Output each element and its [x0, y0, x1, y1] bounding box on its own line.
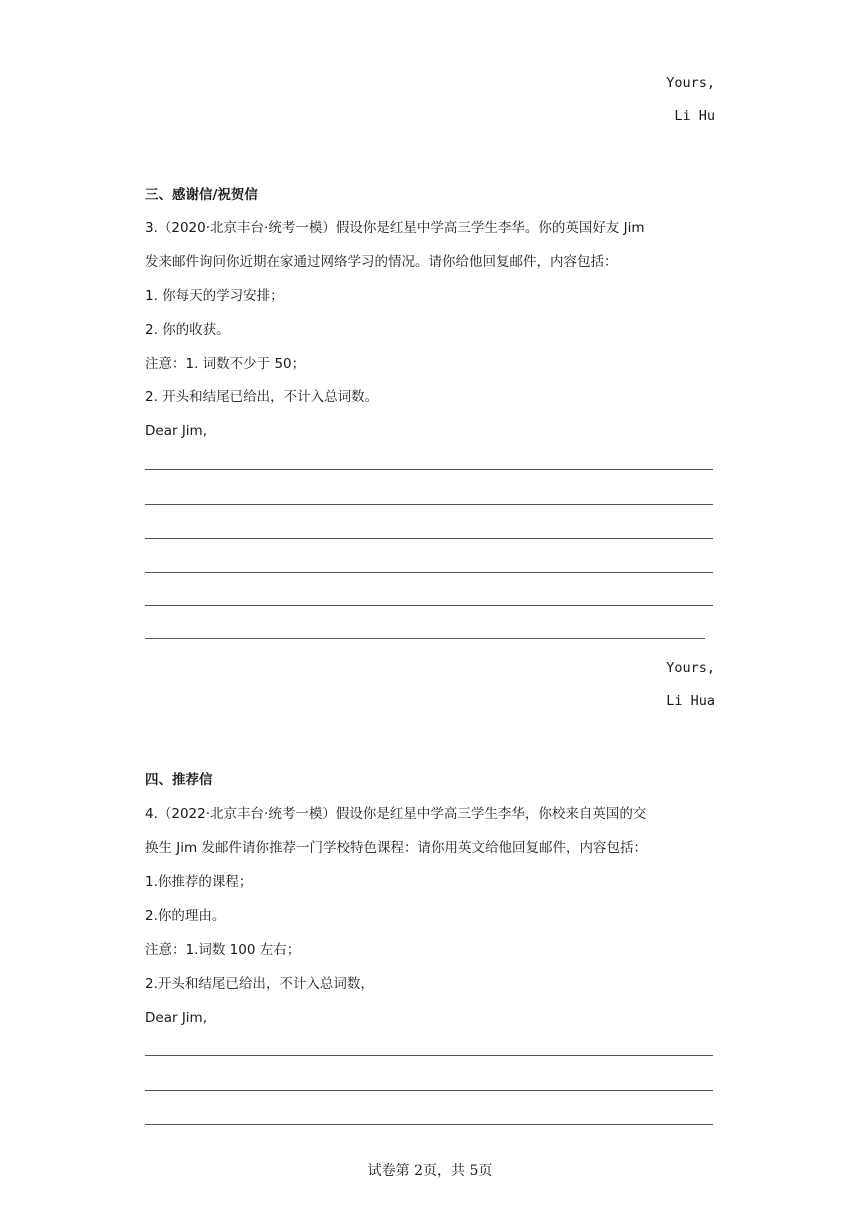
section-3-prompt-line-1: 3.（2020·北京丰台·统考一模）假设你是红星中学高三学生李华。你的英国好友 Jim — [145, 220, 645, 236]
answer-line — [145, 572, 713, 573]
section-4-point-2: 2.你的理由。 — [145, 908, 226, 924]
answer-line — [145, 1090, 713, 1091]
section-4-note-2: 2.开头和结尾已给出，不计入总词数， — [145, 976, 374, 992]
section-4-note-1: 注意：1.词数 100 左右； — [145, 942, 301, 958]
section-3-note-1: 注意：1. 词数不少于 50； — [145, 356, 306, 372]
answer-line — [145, 1124, 713, 1125]
section-4-prompt-line-1: 4.（2022·北京丰台·统考一模）假设你是红星中学高三学生李华，你校来自英国的交 — [145, 806, 647, 822]
answer-line — [145, 469, 713, 470]
section-3-point-1: 1. 你每天的学习安排； — [145, 288, 284, 304]
section-3-closing: Yours, — [666, 660, 715, 676]
signoff-name: Li Hu — [674, 108, 715, 124]
section-4-prompt-line-2: 换生 Jim 发邮件请你推荐一门学校特色课程：请你用英文给他回复邮件，内容包括： — [145, 840, 647, 856]
section-3-salutation: Dear Jim, — [145, 423, 207, 439]
section-3-heading: 三、感谢信/祝贺信 — [145, 187, 258, 203]
answer-line — [145, 538, 713, 539]
section-3-note-2: 2. 开头和结尾已给出，不计入总词数。 — [145, 389, 379, 405]
page-footer: 试卷第 2页，共 5页 — [367, 1163, 493, 1179]
section-3-prompt-line-2: 发来邮件询问你近期在家通过网络学习的情况。请你给他回复邮件，内容包括： — [145, 254, 618, 270]
answer-line — [145, 1055, 713, 1056]
section-4-salutation: Dear Jim, — [145, 1010, 207, 1026]
answer-line — [145, 605, 713, 606]
section-4-point-1: 1.你推荐的课程； — [145, 874, 253, 890]
section-3-point-2: 2. 你的收获。 — [145, 322, 230, 338]
section-4-heading: 四、推荐信 — [145, 772, 213, 788]
answer-line — [145, 504, 713, 505]
signoff-closing: Yours, — [666, 75, 715, 91]
answer-line — [145, 638, 705, 639]
section-3-name: Li Hua — [666, 693, 715, 709]
